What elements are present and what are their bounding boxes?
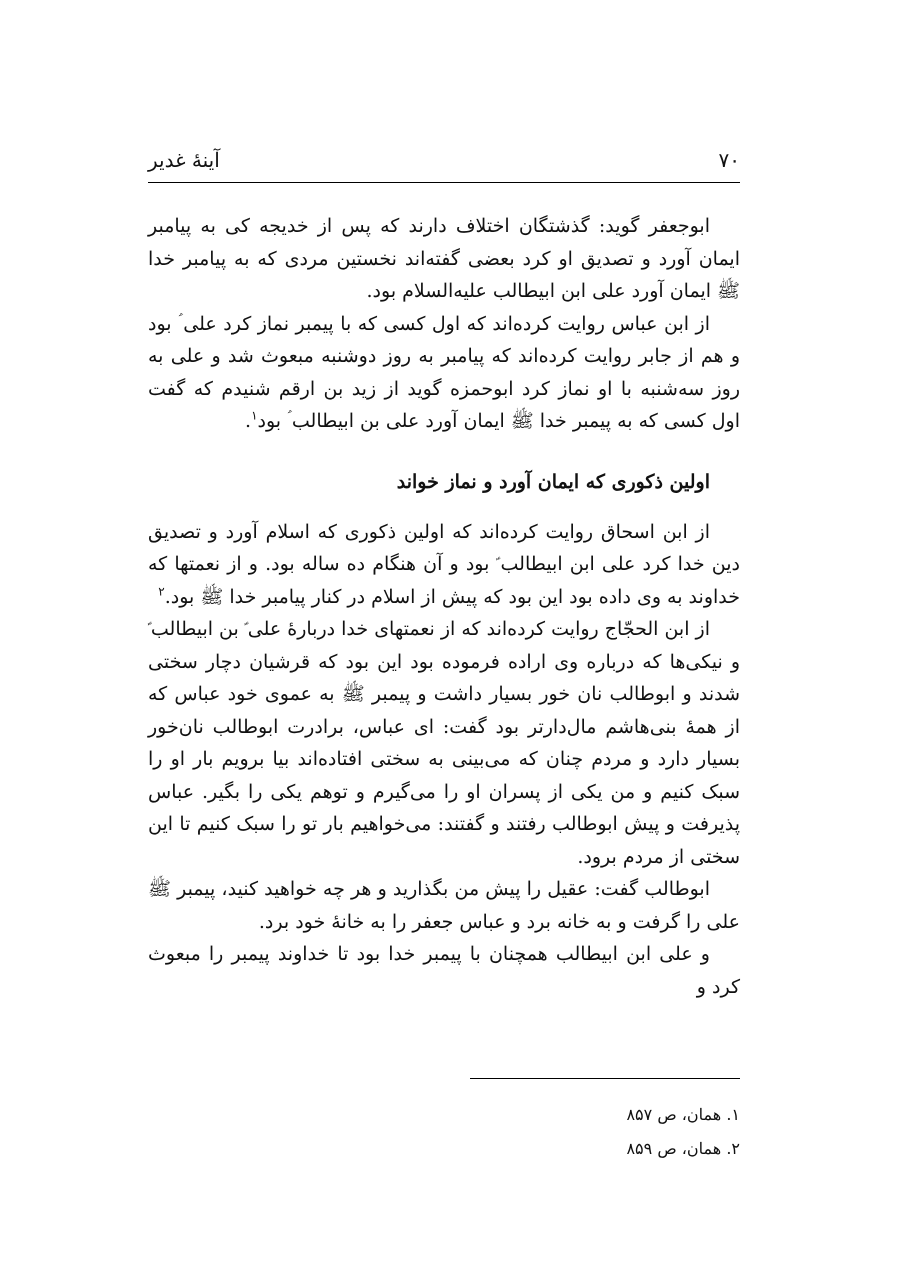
header-divider [148,182,740,183]
paragraph: از ابن عباس روایت کرده‌اند که اول کسی که با پیمبر نماز کرد علی ؑ بود و هم از جابر روایت کرده‌اند که پیامبر به روز دوشنبه مبعوث شد و علی به روز سه‌شنبه با او نماز کرد ابوحمزه گوید از زید بن ارقم شنیدم که گفت اول کسی که به پیمبر خدا ﷺ ایمان آورد علی بن ابیطالب ؑ بود$^۱$. [148,312,740,432]
footnote: ۱. همان، ص ۸۵۷ [626,1105,740,1124]
section-heading: اولین ذکوری که ایمان آورد و نماز خواند [396,470,710,493]
footnote-reference[interactable]: ۲ [158,584,165,599]
running-header [148,148,740,180]
page-number: ۷۰ [718,148,740,172]
footnote-reference[interactable]: ۱ [251,408,258,423]
paragraph-text: از ابن عباس روایت کرده‌اند که اول کسی که با پیمبر نماز کرد علی ؑ بود و هم از جابر روایت کرده‌اند که پیامبر به روز دوشنبه مبعوث شد و علی به روز سه‌شنبه با او نماز کرد ابوحمزه گوید از زید بن ارقم شنیدم که گفت اول کسی که به پیمبر خدا ﷺ ایمان آورد علی بن ابیطالب ؑ بود [148,312,740,432]
footnotes [148,1098,740,1166]
book-title: آینۀ غدیر [148,148,220,172]
main-text [148,210,740,1003]
footnote-divider [470,1078,740,1079]
paragraph: و علی ابن ابیطالب همچنان با پیمبر خدا بود تا خداوند پیمبر را مبعوث کرد و [148,943,740,998]
paragraph: ابوطالب گفت: عقیل را پیش من بگذارید و هر چه خواهید کنید، پیمبر ﷺ علی را گرفت و به خانه برد و عباس جعفر را به خانۀ خود برد. [148,878,740,933]
paragraph: ابوجعفر گوید: گذشتگان اختلاف دارند که پس از خدیجه کی به پیامبر ایمان آورد و تصدیق او کرد بعضی گفته‌اند نخستین مردی که به پیامبر خدا ﷺ ایمان آورد علی ابن ابیطالب علیه‌السلام بود. [148,215,740,302]
footnote: ۲. همان، ص ۸۵۹ [626,1139,740,1158]
paragraph [148,516,740,614]
paragraph-text: از ابن اسحاق روایت کرده‌اند که اولین ذکوری که اسلام آورد و تصدیق دین خدا کرد علی ابن ابیطالب ؑ بود و آن هنگام ده ساله بود. و از نعمتها که خداوند به وی داده بود این بود که پیش از اسلام در کنار پیامبر خدا ﷺ بود. [148,520,740,608]
paragraph: از ابن الحجّاج روایت کرده‌اند که از نعمتهای خدا دربارۀ علی ؑ بن ابیطالب ؑ و نیکی‌ها که درباره وی اراده فرموده بود این بود که قرشیان دچار سختی شدند و ابوطالب نان خور بسیار داشت و پیمبر ﷺ به عموی خود عباس که از همۀ بنی‌هاشم مال‌دارتر بود گفت: ای عباس، برادرت ابوطالب نان‌خور بسیار دارد و مردم چنان که می‌بینی به سختی افتاده‌اند بیا برویم بار او را سبک کنیم و من یکی از پسران او را می‌گیرم و توهم یکی را بگیر. عباس پذیرفت و پیش ابوطالب رفتند و گفتند: می‌خواهیم بار تو را سبک کنیم تا این سختی از مردم برود. [148,618,740,868]
